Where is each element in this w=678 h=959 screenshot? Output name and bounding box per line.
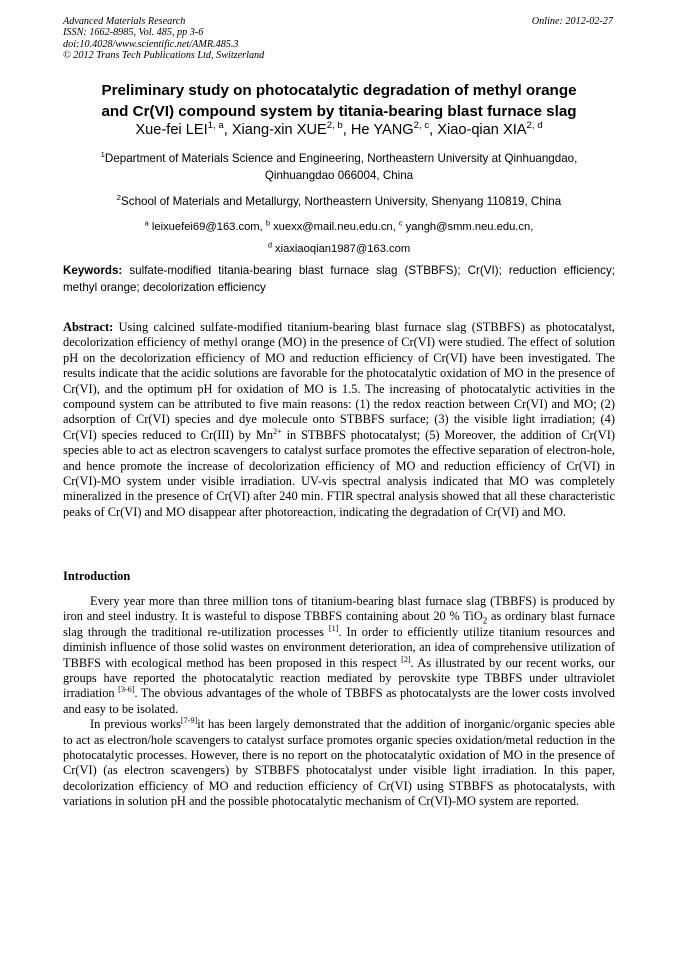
copyright-line: © 2012 Trans Tech Publications Ltd, Switzerland (63, 49, 265, 61)
author-affiliation-mark: 2, d (526, 120, 543, 132)
author-separator: , (429, 122, 438, 138)
section-heading-introduction: Introduction (63, 569, 131, 583)
keywords-text: sulfate-modified titania-bearing blast furnace slag (STBBFS); Cr(VI); reduction efficiency; methyl orange; decolorization efficiency (63, 264, 615, 294)
affiliation-1 (63, 150, 615, 184)
email-address: leixuefei69@163.com, (151, 221, 266, 233)
paragraph (63, 594, 615, 717)
paragraph (63, 717, 615, 809)
issn-line: ISSN: 1662-8985, Vol. 485, pp 3-6 (63, 27, 204, 39)
citation-ref: [3-6] (118, 685, 135, 695)
author-name: Xiang-xin XUE (231, 122, 327, 138)
abstract-block (63, 320, 615, 520)
journal-header (63, 16, 264, 61)
email-list (63, 216, 615, 260)
citation-ref: [1] (328, 623, 339, 633)
paragraph-text: it has been largely demonstrated that the addition of inorganic/organic species able to act as electron/hole scavengers to catalyst surface promotes organic species oxidation/metal reduction in the photocatalytic processes. However, there is no report on the photocatalytic oxidation of MO in the presence of Cr(VI) (as electron scavengers) by STBBFS photocatalyst under visible light irradiation. In this paper, decolorization efficiency of MO and reduction efficiency of Cr(VI) using STBBFS as photocatalysts, with variations in solution pH and the possible photocatalytic mechanism of Cr(VI)-MO system are reported. (63, 717, 615, 809)
subscript: 2 (482, 615, 488, 626)
keywords-block (63, 262, 615, 296)
author-name: Xue-fei LEI (135, 122, 208, 138)
introduction-body (63, 594, 615, 810)
author-separator: , (223, 122, 232, 138)
abstract-label: Abstract: (63, 320, 114, 334)
affiliation-text: Qinhuangdao 066004, China (264, 169, 414, 182)
online-date: Online: 2012-02-27 (531, 16, 613, 27)
paragraph-text: as ordinary blast furnace slag through the traditional re-utilization processes (63, 609, 616, 639)
affiliation-mark: 2 (116, 193, 122, 203)
superscript: 2+ (273, 426, 282, 436)
abstract-text: in STBBFS photocatalyst; (5) Moreover, the addition of Cr(VI) species able to act as electron scavengers to catalyst surface promotes the effective separation of electron-hole, and hence promote the increase of decolorization efficiency of MO and reduction efficiency of Cr(VI) in Cr(VI)-MO system under visible irradiation. UV-vis spectral analysis indicated that MO was completely mineralized in the presence of Cr(VI) after 240 min. FTIR spectral analysis showed that all these characteristic peaks of Cr(VI) and MO disappear after photoreaction, indicating the degradation of Cr(VI) and MO. (63, 427, 615, 519)
title-line-2: and Cr(VI) compound system by titania-bearing blast furnace slag (101, 103, 577, 120)
author-list (63, 121, 615, 139)
paragraph-text: . As illustrated by our recent works, our groups have reported the photocatalytic reaction mediated by perovskite type TBBFS under ultraviolet irradiation (63, 655, 615, 701)
paragraph-text: . The obvious advantages of the whole of TBBFS as photocatalysts are the lower costs involved and easy to be isolated. (63, 686, 615, 716)
email-address: xiaxiaoqian1987@163.com (275, 243, 411, 255)
email-address: yangh@smm.neu.edu.cn, (405, 221, 534, 233)
author-affiliation-mark: 2, c (413, 120, 430, 132)
title-line-1: Preliminary study on photocatalytic degradation of methyl orange (101, 82, 577, 99)
email-mark: b (265, 218, 270, 228)
doi-line: doi:10.4028/www.scientific.net/AMR.485.3 (63, 38, 239, 50)
author-name: Xiao-qian XIA (437, 122, 527, 138)
citation-ref: [2] (401, 654, 411, 664)
email-mark: a (144, 218, 149, 228)
email-address: xuexx@mail.neu.edu.cn, (273, 221, 399, 233)
paper-title (63, 80, 615, 122)
affiliation-text: School of Materials and Metallurgy, Northeastern University, Shenyang 110819, China (121, 195, 562, 208)
keywords-label: Keywords: (63, 264, 123, 277)
author-name: He YANG (350, 122, 414, 138)
paragraph-text: . In order to efficiently utilize titanium resources and diminish influence of those solid wastes on environment deterioration, an idea of comprehensive utilization of TBBFS with ecological method has been proposed in this respect (63, 624, 615, 670)
citation-ref: [7-9] (180, 716, 198, 726)
abstract-text: Using calcined sulfate-modified titanium-bearing blast furnace slag (STBBFS) as photocatalyst, decolorization efficiency of methyl orange (MO) in the presence of Cr(VI) were studied. The effect of solution pH on the decolorization efficiency of MO and reduction efficiency of Cr(VI) have been investigated. The results indicate that the acidic solutions are favorable for the photocatalytic oxidation of MO in the presence of Cr(VI), and the optimum pH for oxidation of MO is 1.5. The increasing of photocatalytic activities in the compound system can be attributed to five main reasons: (1) the redox reaction between Cr(VI) and MO; (2) adsorption of Cr(VI) species and dye molecule onto STBBFS surface; (3) the visible light irradiation; (4) Cr(VI) species reduced to Cr(III) by Mn (63, 320, 615, 442)
affiliation-text: Department of Materials Science and Engineering, Northeastern University at Qinhuangdao, (104, 152, 578, 165)
paragraph-text: In previous works (90, 717, 181, 732)
paragraph-text: Every year more than three million tons of titanium-bearing blast furnace slag (TBBFS) is produced by iron and steel industry. It is wasteful to dispose TBBFS containing about 20 % TiO (63, 594, 615, 624)
author-affiliation-mark: 1, a (207, 120, 224, 132)
affiliation-2 (63, 194, 615, 209)
author-affiliation-mark: 2, b (326, 120, 343, 132)
author-separator: , (342, 122, 351, 138)
email-mark: d (267, 240, 272, 250)
journal-name: Advanced Materials Research (63, 16, 186, 27)
email-mark: c (398, 218, 403, 228)
affiliation-mark: 1 (100, 150, 105, 160)
